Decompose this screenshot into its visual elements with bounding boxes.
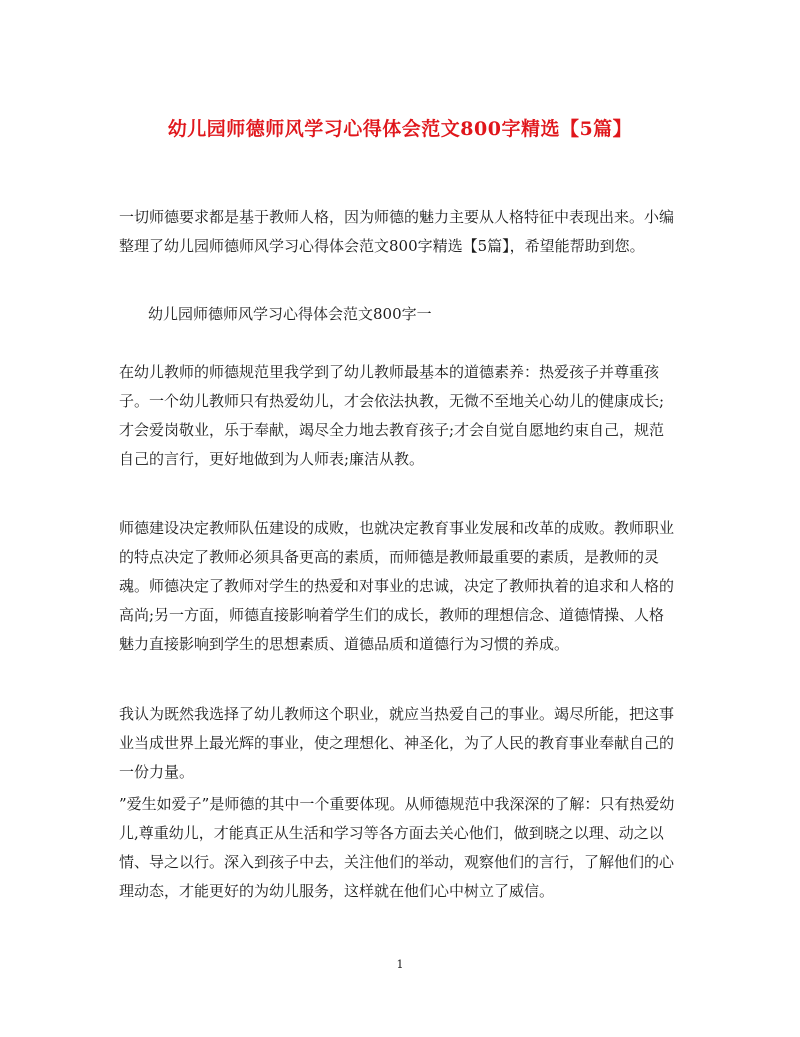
intro-paragraph: 一切师德要求都是基于教师人格，因为师德的魅力主要从人格特征中表现出来。小编整理了幼儿园师德师风学习心得体会范文800字精选【5篇】，希望能帮助到您。: [119, 208, 675, 255]
paragraph-3: 我认为既然我选择了幼儿教师这个职业，就应当热爱自己的事业。竭尽所能，把这事业当成世界上最光辉的事业，使之理想化、神圣化，为了人民的教育事业奉献自己的一份力量。: [119, 705, 675, 781]
document-title: 幼儿园师德师风学习心得体会范文800字精选【5篇】: [167, 118, 633, 140]
paragraph-1: 在幼儿教师的师德规范里我学到了幼儿教师最基本的道德素养：热爱孩子并尊重孩子。一个幼儿教师只有热爱幼儿，才会依法执教，无微不至地关心幼儿的健康成长;才会爱岗敬业，乐于奉献，竭尽全力地去教育孩子;才会自觉自愿地约束自己，规范自己的言行，更好地做到为人师表;廉洁从教。: [119, 363, 665, 468]
page-number: 1: [396, 958, 404, 971]
paragraph-2: 师德建设决定教师队伍建设的成败，也就决定教育事业发展和改革的成败。教师职业的特点决定了教师必须具备更高的素质，而师德是教师最重要的素质，是教师的灵魂。师德决定了教师对学生的热爱和对事业的忠诚，决定了教师执着的追求和人格的高尚;另一方面，师德直接影响着学生们的成长，教师的理想信念、道德情操、人格魅力直接影响到学生的思想素质、道德品质和道德行为习惯的养成。: [119, 519, 675, 653]
section-heading: 幼儿园师德师风学习心得体会范文800字一: [148, 305, 432, 323]
paragraph-4: ”爱生如爱子”是师德的其中一个重要体现。从师德规范中我深深的了解：只有热爱幼儿,尊重幼儿，才能真正从生活和学习等各方面去关心他们，做到晓之以理、动之以情、导之以行。深入到孩子中去，关注他们的举动，观察他们的言行，了解他们的心理动态，才能更好的为幼儿服务，这样就在他们心中树立了威信。: [119, 795, 675, 900]
